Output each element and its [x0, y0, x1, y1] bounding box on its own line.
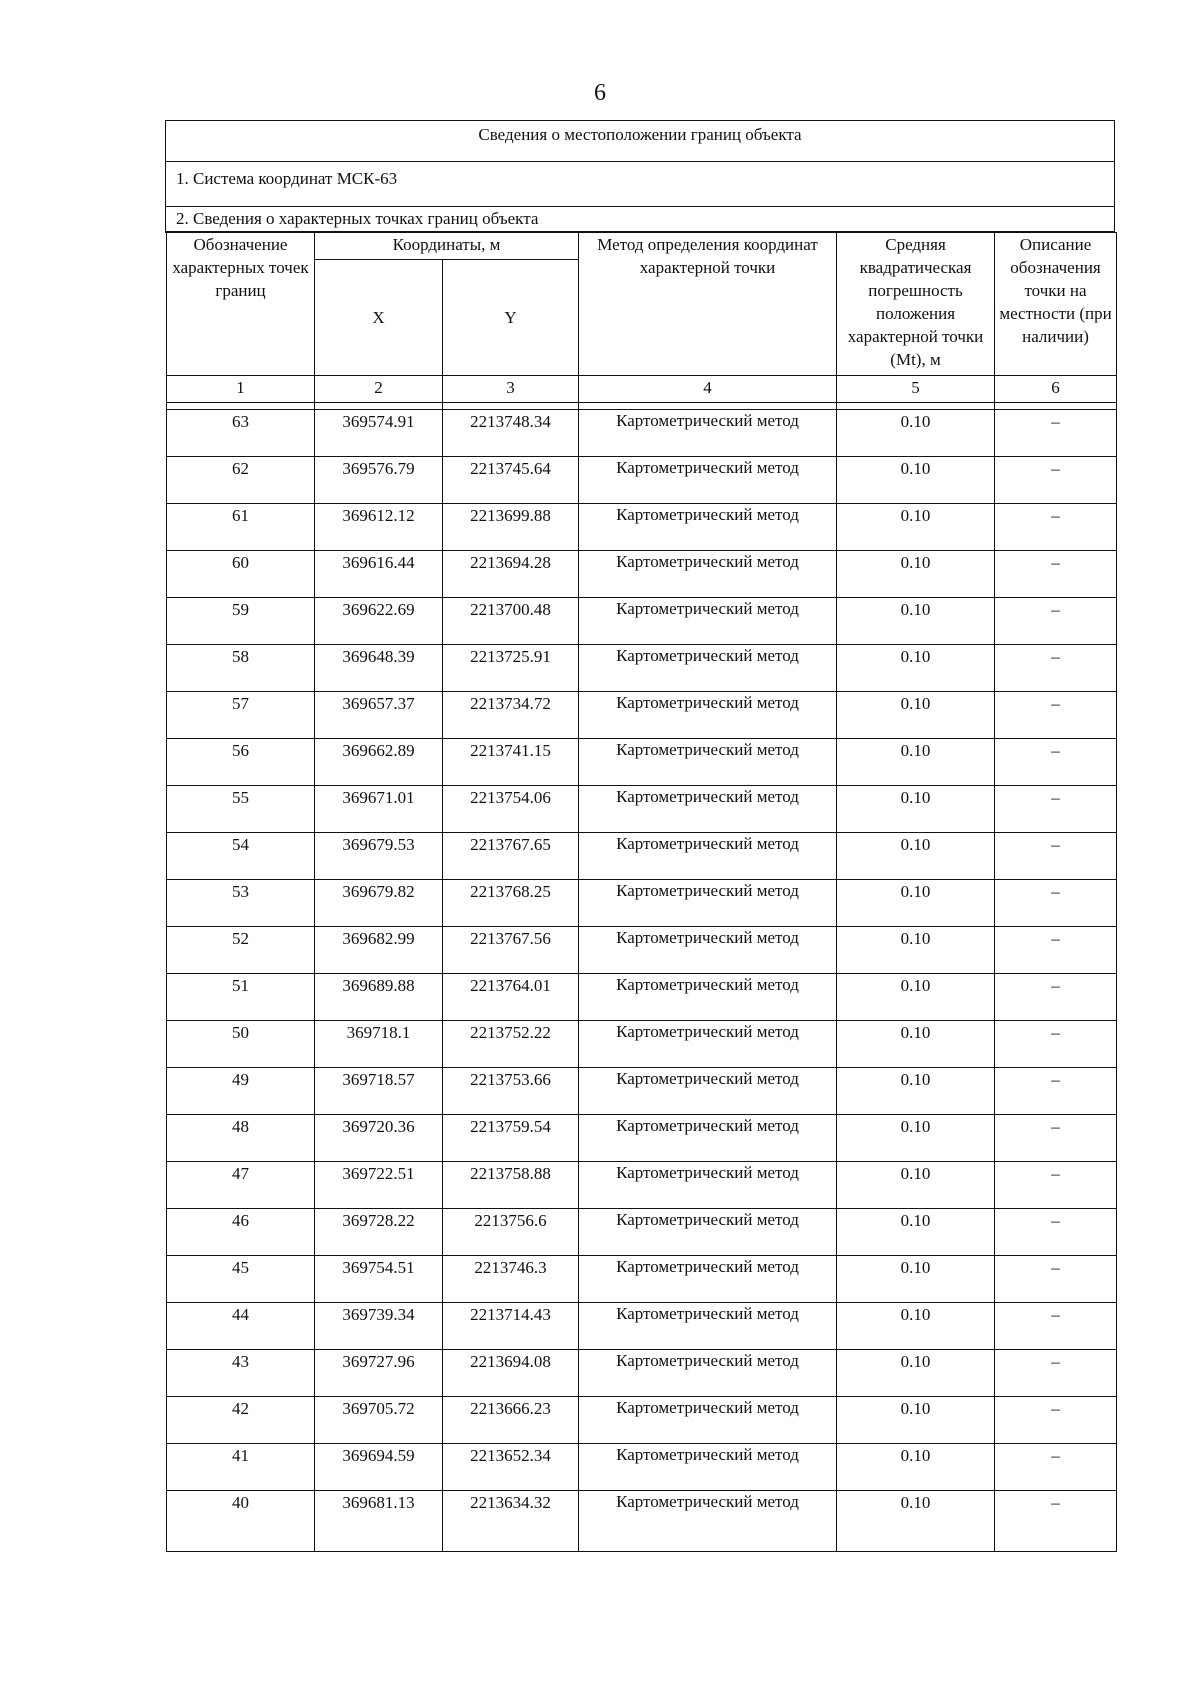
point-description-cell: – [995, 833, 1117, 880]
y-coordinate-cell: 2213764.01 [443, 974, 579, 1021]
point-designation-cell: 53 [167, 880, 315, 927]
method-cell [579, 833, 837, 880]
point-designation-cell: 61 [167, 504, 315, 551]
table-row [167, 598, 1117, 645]
method-text: Картометрический метод [616, 1445, 799, 1464]
header-designation: Обозначение характерных точек границ [167, 233, 315, 376]
method-text: Картометрический метод [616, 928, 799, 947]
method-text: Картометрический метод [616, 834, 799, 853]
y-coordinate-cell: 2213694.28 [443, 551, 579, 598]
table-row [167, 1256, 1117, 1303]
method-cell [579, 1115, 837, 1162]
method-cell [579, 1068, 837, 1115]
point-description-cell: – [995, 1256, 1117, 1303]
table-row [167, 786, 1117, 833]
point-description-cell: – [995, 598, 1117, 645]
y-coordinate-cell: 2213694.08 [443, 1350, 579, 1397]
point-description-cell: – [995, 1303, 1117, 1350]
method-cell [579, 1444, 837, 1491]
gap-cell [995, 403, 1117, 410]
point-description-cell: – [995, 974, 1117, 1021]
table-row [167, 880, 1117, 927]
boundary-points-table [166, 232, 1117, 1552]
y-coordinate-cell: 2213767.56 [443, 927, 579, 974]
header-description: Описание обозначения точки на местности (при наличии) [995, 233, 1117, 376]
x-coordinate-cell: 369682.99 [315, 927, 443, 974]
point-description-cell: – [995, 551, 1117, 598]
table-row [167, 457, 1117, 504]
gap-cell [315, 403, 443, 410]
point-description-cell: – [995, 504, 1117, 551]
gap-cell [167, 403, 315, 410]
point-designation-cell: 57 [167, 692, 315, 739]
section-title: 2. Сведения о характерных точках границ объекта [166, 207, 1114, 232]
point-description-cell: – [995, 1162, 1117, 1209]
point-designation-cell: 55 [167, 786, 315, 833]
y-coordinate-cell: 2213746.3 [443, 1256, 579, 1303]
method-cell [579, 1397, 837, 1444]
method-cell [579, 1491, 837, 1552]
y-coordinate-cell: 2213768.25 [443, 880, 579, 927]
method-cell [579, 457, 837, 504]
x-coordinate-cell: 369574.91 [315, 410, 443, 457]
point-designation-cell: 47 [167, 1162, 315, 1209]
point-designation-cell: 60 [167, 551, 315, 598]
method-cell [579, 692, 837, 739]
mean-square-error-cell: 0.10 [837, 504, 995, 551]
method-text: Картометрический метод [616, 458, 799, 477]
mean-square-error-cell: 0.10 [837, 1162, 995, 1209]
mean-square-error-cell: 0.10 [837, 1303, 995, 1350]
x-coordinate-cell: 369754.51 [315, 1256, 443, 1303]
method-cell [579, 598, 837, 645]
x-coordinate-cell: 369694.59 [315, 1444, 443, 1491]
method-cell [579, 739, 837, 786]
page-number: 6 [594, 80, 606, 106]
x-coordinate-cell: 369722.51 [315, 1162, 443, 1209]
table-row [167, 1303, 1117, 1350]
y-coordinate-cell: 2213767.65 [443, 833, 579, 880]
method-cell [579, 1256, 837, 1303]
table-row [167, 1209, 1117, 1256]
point-description-cell: – [995, 739, 1117, 786]
y-coordinate-cell: 2213759.54 [443, 1115, 579, 1162]
table-row [167, 1491, 1117, 1552]
mean-square-error-cell: 0.10 [837, 692, 995, 739]
y-coordinate-cell: 2213652.34 [443, 1444, 579, 1491]
method-cell [579, 1162, 837, 1209]
y-coordinate-cell: 2213748.34 [443, 410, 579, 457]
mean-square-error-cell: 0.10 [837, 1350, 995, 1397]
mean-square-error-cell: 0.10 [837, 880, 995, 927]
table-row [167, 1115, 1117, 1162]
point-designation-cell: 43 [167, 1350, 315, 1397]
point-designation-cell: 52 [167, 927, 315, 974]
method-cell [579, 880, 837, 927]
y-coordinate-cell: 2213756.6 [443, 1209, 579, 1256]
point-description-cell: – [995, 880, 1117, 927]
method-text: Картометрический метод [616, 787, 799, 806]
point-description-cell: – [995, 927, 1117, 974]
method-text: Картометрический метод [616, 1351, 799, 1370]
method-text: Картометрический метод [616, 740, 799, 759]
point-description-cell: – [995, 1491, 1117, 1552]
mean-square-error-cell: 0.10 [837, 1444, 995, 1491]
point-description-cell: – [995, 410, 1117, 457]
y-coordinate-cell: 2213752.22 [443, 1021, 579, 1068]
mean-square-error-cell: 0.10 [837, 598, 995, 645]
method-text: Картометрический метод [616, 1163, 799, 1182]
x-coordinate-cell: 369671.01 [315, 786, 443, 833]
x-coordinate-cell: 369718.1 [315, 1021, 443, 1068]
x-coordinate-cell: 369728.22 [315, 1209, 443, 1256]
point-description-cell: – [995, 1209, 1117, 1256]
x-coordinate-cell: 369657.37 [315, 692, 443, 739]
method-text: Картометрический метод [616, 1022, 799, 1041]
mean-square-error-cell: 0.10 [837, 1491, 995, 1552]
gap-cell [837, 403, 995, 410]
mean-square-error-cell: 0.10 [837, 1021, 995, 1068]
column-number: 1 [167, 376, 315, 403]
y-coordinate-cell: 2213753.66 [443, 1068, 579, 1115]
table-row [167, 739, 1117, 786]
method-text: Картометрический метод [616, 693, 799, 712]
x-coordinate-cell: 369718.57 [315, 1068, 443, 1115]
point-designation-cell: 54 [167, 833, 315, 880]
y-coordinate-cell: 2213699.88 [443, 504, 579, 551]
y-coordinate-cell: 2213758.88 [443, 1162, 579, 1209]
table-row [167, 551, 1117, 598]
method-text: Картометрический метод [616, 1116, 799, 1135]
point-description-cell: – [995, 1350, 1117, 1397]
method-text: Картометрический метод [616, 646, 799, 665]
y-coordinate-cell: 2213714.43 [443, 1303, 579, 1350]
point-designation-cell: 48 [167, 1115, 315, 1162]
y-coordinate-cell: 2213634.32 [443, 1491, 579, 1552]
x-coordinate-cell: 369739.34 [315, 1303, 443, 1350]
column-number: 6 [995, 376, 1117, 403]
method-text: Картометрический метод [616, 1492, 799, 1511]
point-designation-cell: 45 [167, 1256, 315, 1303]
mean-square-error-cell: 0.10 [837, 927, 995, 974]
point-description-cell: – [995, 645, 1117, 692]
object-boundaries-frame [165, 120, 1115, 233]
x-coordinate-cell: 369648.39 [315, 645, 443, 692]
method-text: Картометрический метод [616, 1210, 799, 1229]
x-coordinate-cell: 369679.82 [315, 880, 443, 927]
point-designation-cell: 50 [167, 1021, 315, 1068]
point-designation-cell: 44 [167, 1303, 315, 1350]
mean-square-error-cell: 0.10 [837, 645, 995, 692]
table-row [167, 927, 1117, 974]
table-row [167, 1021, 1117, 1068]
header-y: Y [443, 260, 579, 376]
point-description-cell: – [995, 1068, 1117, 1115]
header-error: Средняя квадратическая погрешность положения характерной точки (Mt), м [837, 233, 995, 376]
method-cell [579, 1209, 837, 1256]
table-row [167, 1350, 1117, 1397]
x-coordinate-cell: 369612.12 [315, 504, 443, 551]
document-caption: Сведения о местоположении границ объекта [166, 121, 1114, 162]
y-coordinate-cell: 2213700.48 [443, 598, 579, 645]
x-coordinate-cell: 369576.79 [315, 457, 443, 504]
mean-square-error-cell: 0.10 [837, 551, 995, 598]
method-text: Картометрический метод [616, 1069, 799, 1088]
x-coordinate-cell: 369705.72 [315, 1397, 443, 1444]
table-row [167, 1068, 1117, 1115]
mean-square-error-cell: 0.10 [837, 457, 995, 504]
point-description-cell: – [995, 1397, 1117, 1444]
point-description-cell: – [995, 1115, 1117, 1162]
table-row [167, 974, 1117, 1021]
x-coordinate-cell: 369616.44 [315, 551, 443, 598]
point-designation-cell: 51 [167, 974, 315, 1021]
y-coordinate-cell: 2213666.23 [443, 1397, 579, 1444]
point-designation-cell: 63 [167, 410, 315, 457]
method-text: Картометрический метод [616, 599, 799, 618]
method-text: Картометрический метод [616, 1304, 799, 1323]
method-text: Картометрический метод [616, 411, 799, 430]
method-text: Картометрический метод [616, 552, 799, 571]
x-coordinate-cell: 369679.53 [315, 833, 443, 880]
method-text: Картометрический метод [616, 881, 799, 900]
table-row [167, 1397, 1117, 1444]
x-coordinate-cell: 369681.13 [315, 1491, 443, 1552]
header-coordinates: Координаты, м [315, 233, 579, 260]
mean-square-error-cell: 0.10 [837, 1256, 995, 1303]
y-coordinate-cell: 2213754.06 [443, 786, 579, 833]
y-coordinate-cell: 2213741.15 [443, 739, 579, 786]
method-cell [579, 551, 837, 598]
mean-square-error-cell: 0.10 [837, 410, 995, 457]
mean-square-error-cell: 0.10 [837, 833, 995, 880]
point-designation-cell: 58 [167, 645, 315, 692]
column-numbers-row [167, 376, 1117, 403]
method-text: Картометрический метод [616, 1398, 799, 1417]
x-coordinate-cell: 369720.36 [315, 1115, 443, 1162]
column-number: 5 [837, 376, 995, 403]
point-designation-cell: 40 [167, 1491, 315, 1552]
point-designation-cell: 56 [167, 739, 315, 786]
table-row [167, 504, 1117, 551]
table-row [167, 1444, 1117, 1491]
point-designation-cell: 59 [167, 598, 315, 645]
method-cell [579, 974, 837, 1021]
method-cell [579, 1350, 837, 1397]
column-number: 2 [315, 376, 443, 403]
point-designation-cell: 42 [167, 1397, 315, 1444]
method-cell [579, 1021, 837, 1068]
x-coordinate-cell: 369689.88 [315, 974, 443, 1021]
column-number: 4 [579, 376, 837, 403]
y-coordinate-cell: 2213725.91 [443, 645, 579, 692]
point-description-cell: – [995, 692, 1117, 739]
mean-square-error-cell: 0.10 [837, 1068, 995, 1115]
table-row [167, 1162, 1117, 1209]
point-designation-cell: 49 [167, 1068, 315, 1115]
point-designation-cell: 41 [167, 1444, 315, 1491]
header-x: X [315, 260, 443, 376]
x-coordinate-cell: 369662.89 [315, 739, 443, 786]
mean-square-error-cell: 0.10 [837, 786, 995, 833]
column-number: 3 [443, 376, 579, 403]
method-cell [579, 1303, 837, 1350]
gap-cell [443, 403, 579, 410]
method-cell [579, 786, 837, 833]
method-text: Картометрический метод [616, 975, 799, 994]
method-cell [579, 927, 837, 974]
point-description-cell: – [995, 1021, 1117, 1068]
point-description-cell: – [995, 1444, 1117, 1491]
point-designation-cell: 62 [167, 457, 315, 504]
mean-square-error-cell: 0.10 [837, 739, 995, 786]
point-description-cell: – [995, 457, 1117, 504]
x-coordinate-cell: 369622.69 [315, 598, 443, 645]
mean-square-error-cell: 0.10 [837, 1209, 995, 1256]
point-designation-cell: 46 [167, 1209, 315, 1256]
mean-square-error-cell: 0.10 [837, 1397, 995, 1444]
mean-square-error-cell: 0.10 [837, 1115, 995, 1162]
gap-cell [579, 403, 837, 410]
header-method: Метод определения координат характерной точки [579, 233, 837, 376]
y-coordinate-cell: 2213734.72 [443, 692, 579, 739]
table-row [167, 645, 1117, 692]
method-text: Картометрический метод [616, 505, 799, 524]
method-cell [579, 410, 837, 457]
header-gap-row [167, 403, 1117, 410]
table-row [167, 833, 1117, 880]
x-coordinate-cell: 369727.96 [315, 1350, 443, 1397]
y-coordinate-cell: 2213745.64 [443, 457, 579, 504]
coordinate-system-label: 1. Система координат МСК-63 [166, 162, 1114, 207]
table-row [167, 410, 1117, 457]
table-row [167, 692, 1117, 739]
method-cell [579, 504, 837, 551]
boundary-points-body [167, 410, 1117, 1552]
point-description-cell: – [995, 786, 1117, 833]
mean-square-error-cell: 0.10 [837, 974, 995, 1021]
method-cell [579, 645, 837, 692]
method-text: Картометрический метод [616, 1257, 799, 1276]
